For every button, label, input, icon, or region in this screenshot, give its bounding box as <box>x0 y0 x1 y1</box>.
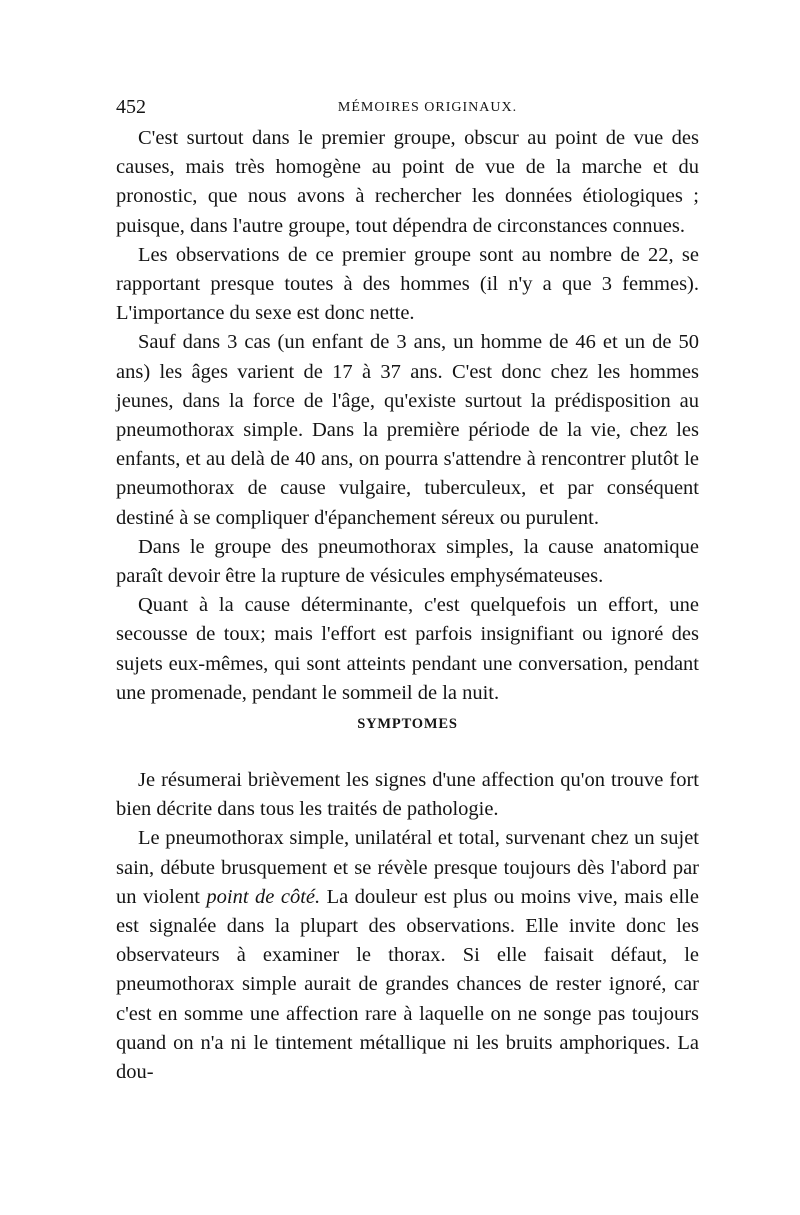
paragraph-anatomic-cause: Dans le groupe des pneumothorax simples, la cause anatomique paraît devoir être la rupture de vésicules emphysémateuses. <box>116 535 699 588</box>
body-text <box>116 124 699 1087</box>
paragraph-symptoms-summary: Je résumerai brièvement les signes d'une affection qu'on trouve fort bien décrite dans tous les traités de pathologie. <box>116 769 699 821</box>
onset-text-italic: point de côté. <box>206 885 321 908</box>
running-title: MÉMOIRES ORIGINAUX. <box>337 100 518 115</box>
onset-text-start: Le pneumothorax simple, unilatéral et total, survenant chez un sujet sain, débute brusquement et se révèle presque toujours dès l'abord par un violent <box>116 827 699 908</box>
running-head <box>116 90 699 124</box>
paragraph-symptoms-onset <box>116 824 699 1087</box>
paragraph-etiology-intro: C'est surtout dans le premier groupe, obscur au point de vue des causes, mais très homogène au point de vue de la marche et du pronostic, que nous avons à rechercher les données étiologiques ; puisque, dans l'autre groupe, tout dépendra de circonstances connues. <box>116 127 699 237</box>
book-page <box>116 90 699 1087</box>
page-number: 452 <box>116 96 146 118</box>
paragraph-observations-count: Les observations de ce premier groupe sont au nombre de 22, se rapportant presque toutes à des hommes (il n'y a que 3 femmes). L'importance du sexe est donc nette. <box>116 243 699 325</box>
onset-text-end: La douleur est plus ou moins vive, mais elle est signalée dans la plupart des observations. Elle invite donc les observateurs à examiner le thorax. Si elle faisait défaut, le pneumothorax simple aurait de grandes chances de rester ignoré, car c'est en somme une affection rare à laquelle on ne songe pas toujours quand on n'a ni le tintement métallique ni les bruits amphoriques. La dou- <box>116 885 700 1084</box>
paragraph-determining-cause: Quant à la cause déterminante, c'est quelquefois un effort, une secousse de toux; mais l'effort est parfois insignifiant ou ignoré des sujets eux-mêmes, qui sont atteints pendant une conversation, pendant une promenade, pendant le sommeil de la nuit. <box>116 594 699 704</box>
section-heading-symptomes: SYMPTOMES <box>357 716 458 733</box>
paragraph-age-distribution: Sauf dans 3 cas (un enfant de 3 ans, un homme de 46 et un de 50 ans) les âges varient de 17 à 37 ans. C'est donc chez les hommes jeunes, dans la force de l'âge, qu'existe surtout la prédisposition au pneumothorax simple. Dans la première période de la vie, chez les enfants, et au delà de 40 ans, on pourra s'attendre à rencontrer plutôt le pneumothorax de cause vulgaire, tuberculeux, et par conséquent destiné à se compliquer d'épanchement séreux ou purulent. <box>116 331 699 529</box>
